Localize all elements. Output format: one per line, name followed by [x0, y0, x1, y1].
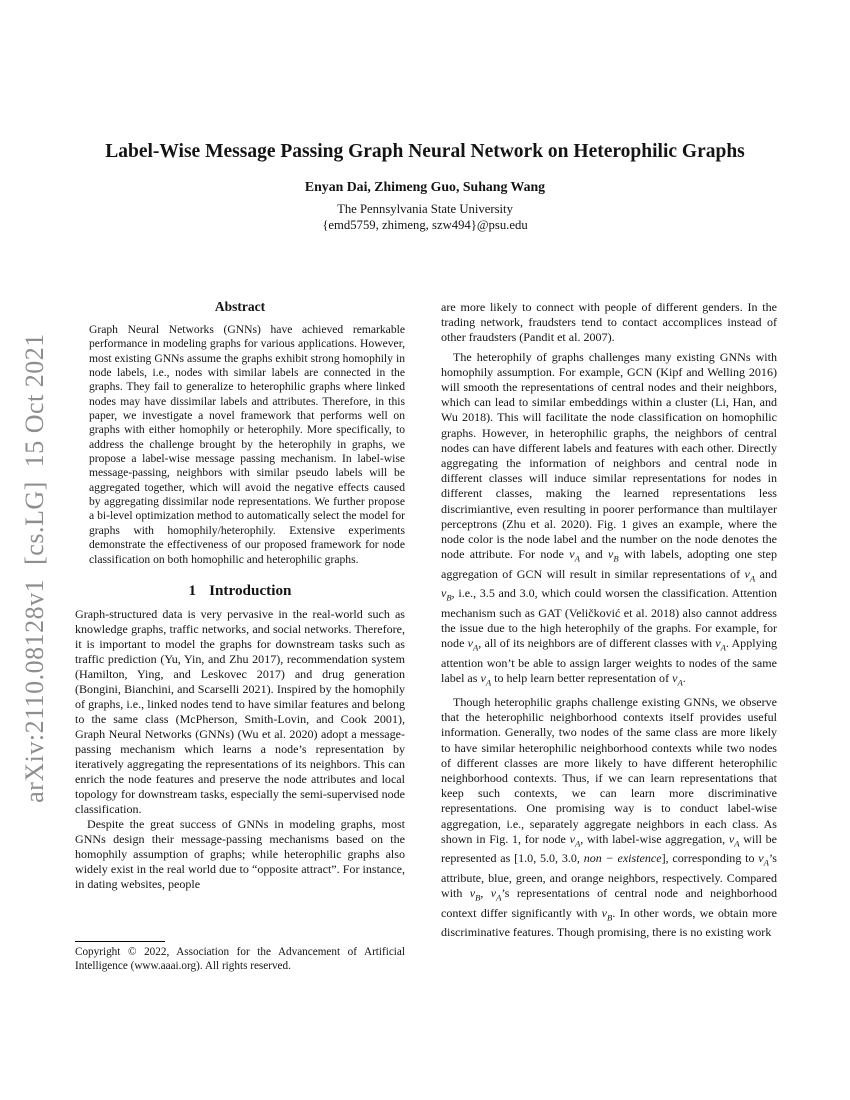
section-number: 1 [188, 581, 197, 599]
right-column [441, 300, 777, 941]
footnote-text: Copyright © 2022, Association for the Advancement of Artificial Intelligence (www.aaai.org). All rights reserved. [75, 946, 405, 972]
intro-paragraph-2: Despite the great success of GNNs in modeling graphs, most GNNs design their message-passing mechanisms based on the homophily assumption of graphs; while heterophilic graphs also widely exist in the real world due to “opposite attract”. For instance, in dating websites, people [75, 816, 405, 891]
intro-section-heading [75, 582, 405, 600]
paper-title: Label-Wise Message Passing Graph Neural Network on Heterophilic Graphs [105, 141, 745, 163]
section-title: Introduction [209, 581, 292, 599]
abstract-heading: Abstract [214, 299, 266, 314]
copyright-footnote [75, 941, 405, 974]
arxiv-watermark: arXiv:2110.08128v1 [cs.LG] 15 Oct 2021 [20, 333, 49, 803]
left-column [75, 299, 405, 892]
continuation-paragraph: are more likely to connect with people of different genders. In the trading network, fraudsters tend to contact accomplices instead of other fraudsters (Pandit et al. 2007). [441, 300, 777, 345]
footnote-rule [75, 941, 165, 942]
emails-line: {emd5759, zhimeng, szw494}@psu.edu [322, 218, 528, 232]
intro-paragraph-1: Graph-structured data is very pervasive in the real-world such as knowledge graphs, traffic networks, and social networks. Therefore, it is important to model the graphs for downstream tasks such as traffic prediction (Yu, Yin, and Zhu 2017), recommendation system (Hamilton, Ying, and Leskovec 2017) and drug generation (Bongini, Bianchini, and Scarselli 2021). Inspired by the homophily of graphs, i.e., linked nodes tend to have similar features and belong to the same class (McPherson, Smith-Lovin, and Cook 2001), Graph Neural Networks (GNNs) (Wu et al. 2020) adopt a message-passing mechanism which learns a node’s representation by iteratively aggregating the representations of its neighbors. This can enrich the node features and preserve the node attributes and local topology for downstream tasks, especially the semi-supervised node classification. [75, 606, 405, 816]
abstract-section [75, 299, 405, 567]
labelwise-paragraph: Though heterophilic graphs challenge existing GNNs, we observe that the heterophilic neighborhood contexts itself provides useful information. Generally, two nodes of the same class are more likely to have similar heterophilic neighborhood contexts while two nodes of different classes are more likely to have different heterophilic neighborhood contexts. Thus, if we can learn representations that keep such contexts, we can learn more discriminative representations. One promising way is to conduct label-wise aggregation, i.e., separately aggregate neighbors in each class. As shown in Fig. 1, for node $v_A$, with label-wise aggregation, $v_A$ will be represented as [1.0, 5.0, 3.0, non − existence], corresponding to $v_A’s$ attribute, blue, green, and orange neighbors, respectively. Compared with $v_B$, $v_A’s$ representations of central node and neighborhood context differ significantly with $v_B$. In other words, we obtain more discriminative features. Though promising, there is no existing work [441, 694, 778, 940]
authors-line: Enyan Dai, Zhimeng Guo, Suhang Wang [304, 179, 546, 194]
affiliation-line: The Pennsylvania State University [337, 202, 513, 216]
abstract-text: Graph Neural Networks (GNNs) have achieved remarkable performance in modeling graphs for various applications. However, most existing GNNs assume the graphs exhibit strong homophily in node labels, i.e., nodes with similar labels are connected in the graphs. They fail to generalize to heterophilic graphs where linked nodes may have dissimilar labels and attributes. Therefore, in this paper, we investigate a novel framework that performs well on graphs with either homophily or heterophily. More specifically, to address the challenge brought by the heterophily in graphs, we propose a label-wise message passing mechanism. In label-wise message-passing, neighbors with similar pseudo labels will be aggregated together, which will avoid the negative effects caused by aggregating dissimilar node representations. We further propose a bi-level optimization method to automatically select the model for graphs with homophily/heterophily. Extensive experiments demonstrate the effectiveness of our proposed framework for node classification on both homophilic and heterophilic graphs. [89, 323, 405, 566]
heterophily-paragraph: The heterophily of graphs challenges many existing GNNs with homophily assumption. For example, GCN (Kipf and Welling 2016) will smooth the representations of central nodes and their neighbors, which can lead to similar embeddings within a cluster (Li, Han, and Wu 2018). This will facilitate the node classification on homophilic graphs. However, in heterophilic graphs, the neighbors of central nodes can have different labels and features with each other. Directly aggregating the information of neighbors and central node in different classes will induce similar representations for nodes in different classes, making the learned representations less discrimiantive, even resulting in poorer performance than multilayer perceptrons (Zhu et al. 2020). Fig. 1 gives an example, where the node color is the node label and the number on the node denotes the node attribute. For node $v_A$ and $v_B$ with labels, adopting one step aggregation of GCN will result in similar representations of $v_A$ and $v_B$, i.e., 3.5 and 3.0, which could worsen the classification. Attention mechanism such as GAT (Veličković et al. 2018) also cannot address the issue due to the high heterophily of the graphs. For example, for node $v_A$, all of its neighbors are of different classes with $v_A$. Applying attention won’t be able to assign larger weights to nodes of the same label as $v_A$ to help learn better representation of $v_A$. [441, 349, 777, 688]
